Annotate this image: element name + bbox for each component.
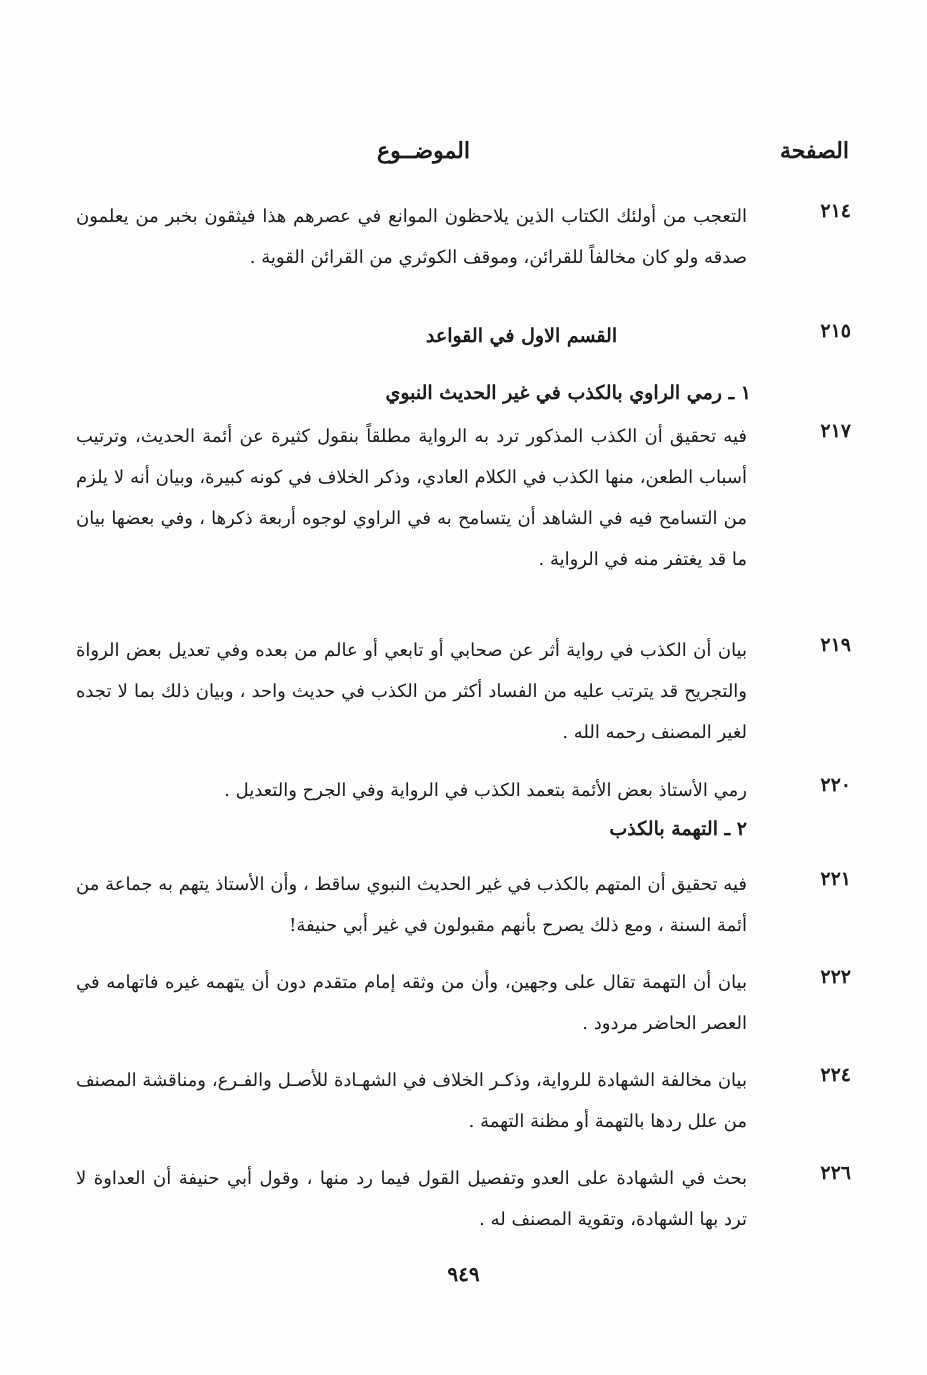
page-column-header: الصفحة xyxy=(779,138,849,164)
entry-text: فيه تحقيق أن المتهم بالكذب في غير الحديث النبوي ساقط ، وأن الأستاذ يتهم به جماعة من أئمة السنة ، ومع ذلك يصرح بأنهم مقبولون في غير أبي حنيفة! xyxy=(76,874,747,936)
entry-page-number: ٢١٧ xyxy=(820,420,851,442)
entry-page-number: ٢٢٦ xyxy=(820,1162,851,1184)
index-entry xyxy=(76,196,851,278)
entry-page-number: ٢٢١ xyxy=(820,868,851,890)
entry-page-number: ٢٢٤ xyxy=(820,1064,851,1086)
index-entry xyxy=(76,1060,851,1142)
entry-page-number: ٢٢٢ xyxy=(820,966,851,988)
index-entry xyxy=(76,962,851,1044)
index-entry xyxy=(76,1158,851,1240)
subheading: ١ ـ رمي الراوي بالكذب في غير الحديث النبوي xyxy=(385,382,751,404)
entry-text: التعجب من أولئك الكتاب الذين يلاحظون الموانع في عصرهم هذا فيثقون بخبر من يعلمون صدقه ولو كان مخالفاً للقرائن، وموقف الكوثري من القرائن القوية . xyxy=(76,206,747,268)
entry-page-number: ٢١٩ xyxy=(820,634,851,656)
index-entry xyxy=(76,864,851,946)
subheading: ٢ ـ التهمة بالكذب xyxy=(609,818,747,840)
index-entry xyxy=(76,416,851,580)
index-entry xyxy=(76,770,851,811)
entry-text: بيان أن التهمة تقال على وجهين، وأن من وثقه إمام متقدم دون أن يتهمه غيره فاتهامه في العصر الحاضر مردود . xyxy=(76,972,747,1034)
entry-text: فيه تحقيق أن الكذب المذكور ترد به الرواية مطلقاً بنقول كثيرة عن أئمة الحديث، وترتيب أسباب الطعن، منها الكذب في الكلام العادي، وذكر الخلاف في كونه كبيرة، وبيان أنه لا يلزم من التسامح فيه في الشاهد أن يتسامح به في الراوي لوجوه أربعة ذكرها ، وفي بعضها بيان ما قد يغتفر منه في الرواية . xyxy=(76,426,747,570)
entry-page-number: ٢٢٠ xyxy=(820,774,851,796)
page-number-footer: ٩٤٩ xyxy=(447,1262,480,1286)
topic-column-header: الموضــوع xyxy=(377,138,470,164)
entry-page-number: ٢١٥ xyxy=(820,320,851,342)
entry-text: رمي الأستاذ بعض الأئمة بتعمد الكذب في الرواية وفي الجرح والتعديل . xyxy=(224,780,747,801)
section-entry xyxy=(76,316,851,357)
entry-text: بحث في الشهادة على العدو وتفصيل القول فيما رد منها ، وقول أبي حنيفة أن العداوة لا ترد بها الشهادة، وتقوية المصنف له . xyxy=(76,1168,747,1230)
section-title: القسم الاول في القواعد xyxy=(425,325,618,347)
entry-text: بيان مخالفة الشهادة للرواية، وذكـر الخلاف في الشهـادة للأصـل والفـرع، ومناقشة المصنف من علل ردها بالتهمة أو مظنة التهمة . xyxy=(76,1070,747,1132)
entry-page-number: ٢١٤ xyxy=(820,200,851,222)
entry-text: بيان أن الكذب في رواية أثر عن صحابي أو تابعي أو عالم من بعده وفي تعديل بعض الرواة والتجريح قد يترتب عليه من الفساد أكثر من الكذب في حديث واحد ، وبيان ذلك بما لا تجده لغير المصنف رحمه الله . xyxy=(76,640,747,743)
index-entry xyxy=(76,630,851,753)
